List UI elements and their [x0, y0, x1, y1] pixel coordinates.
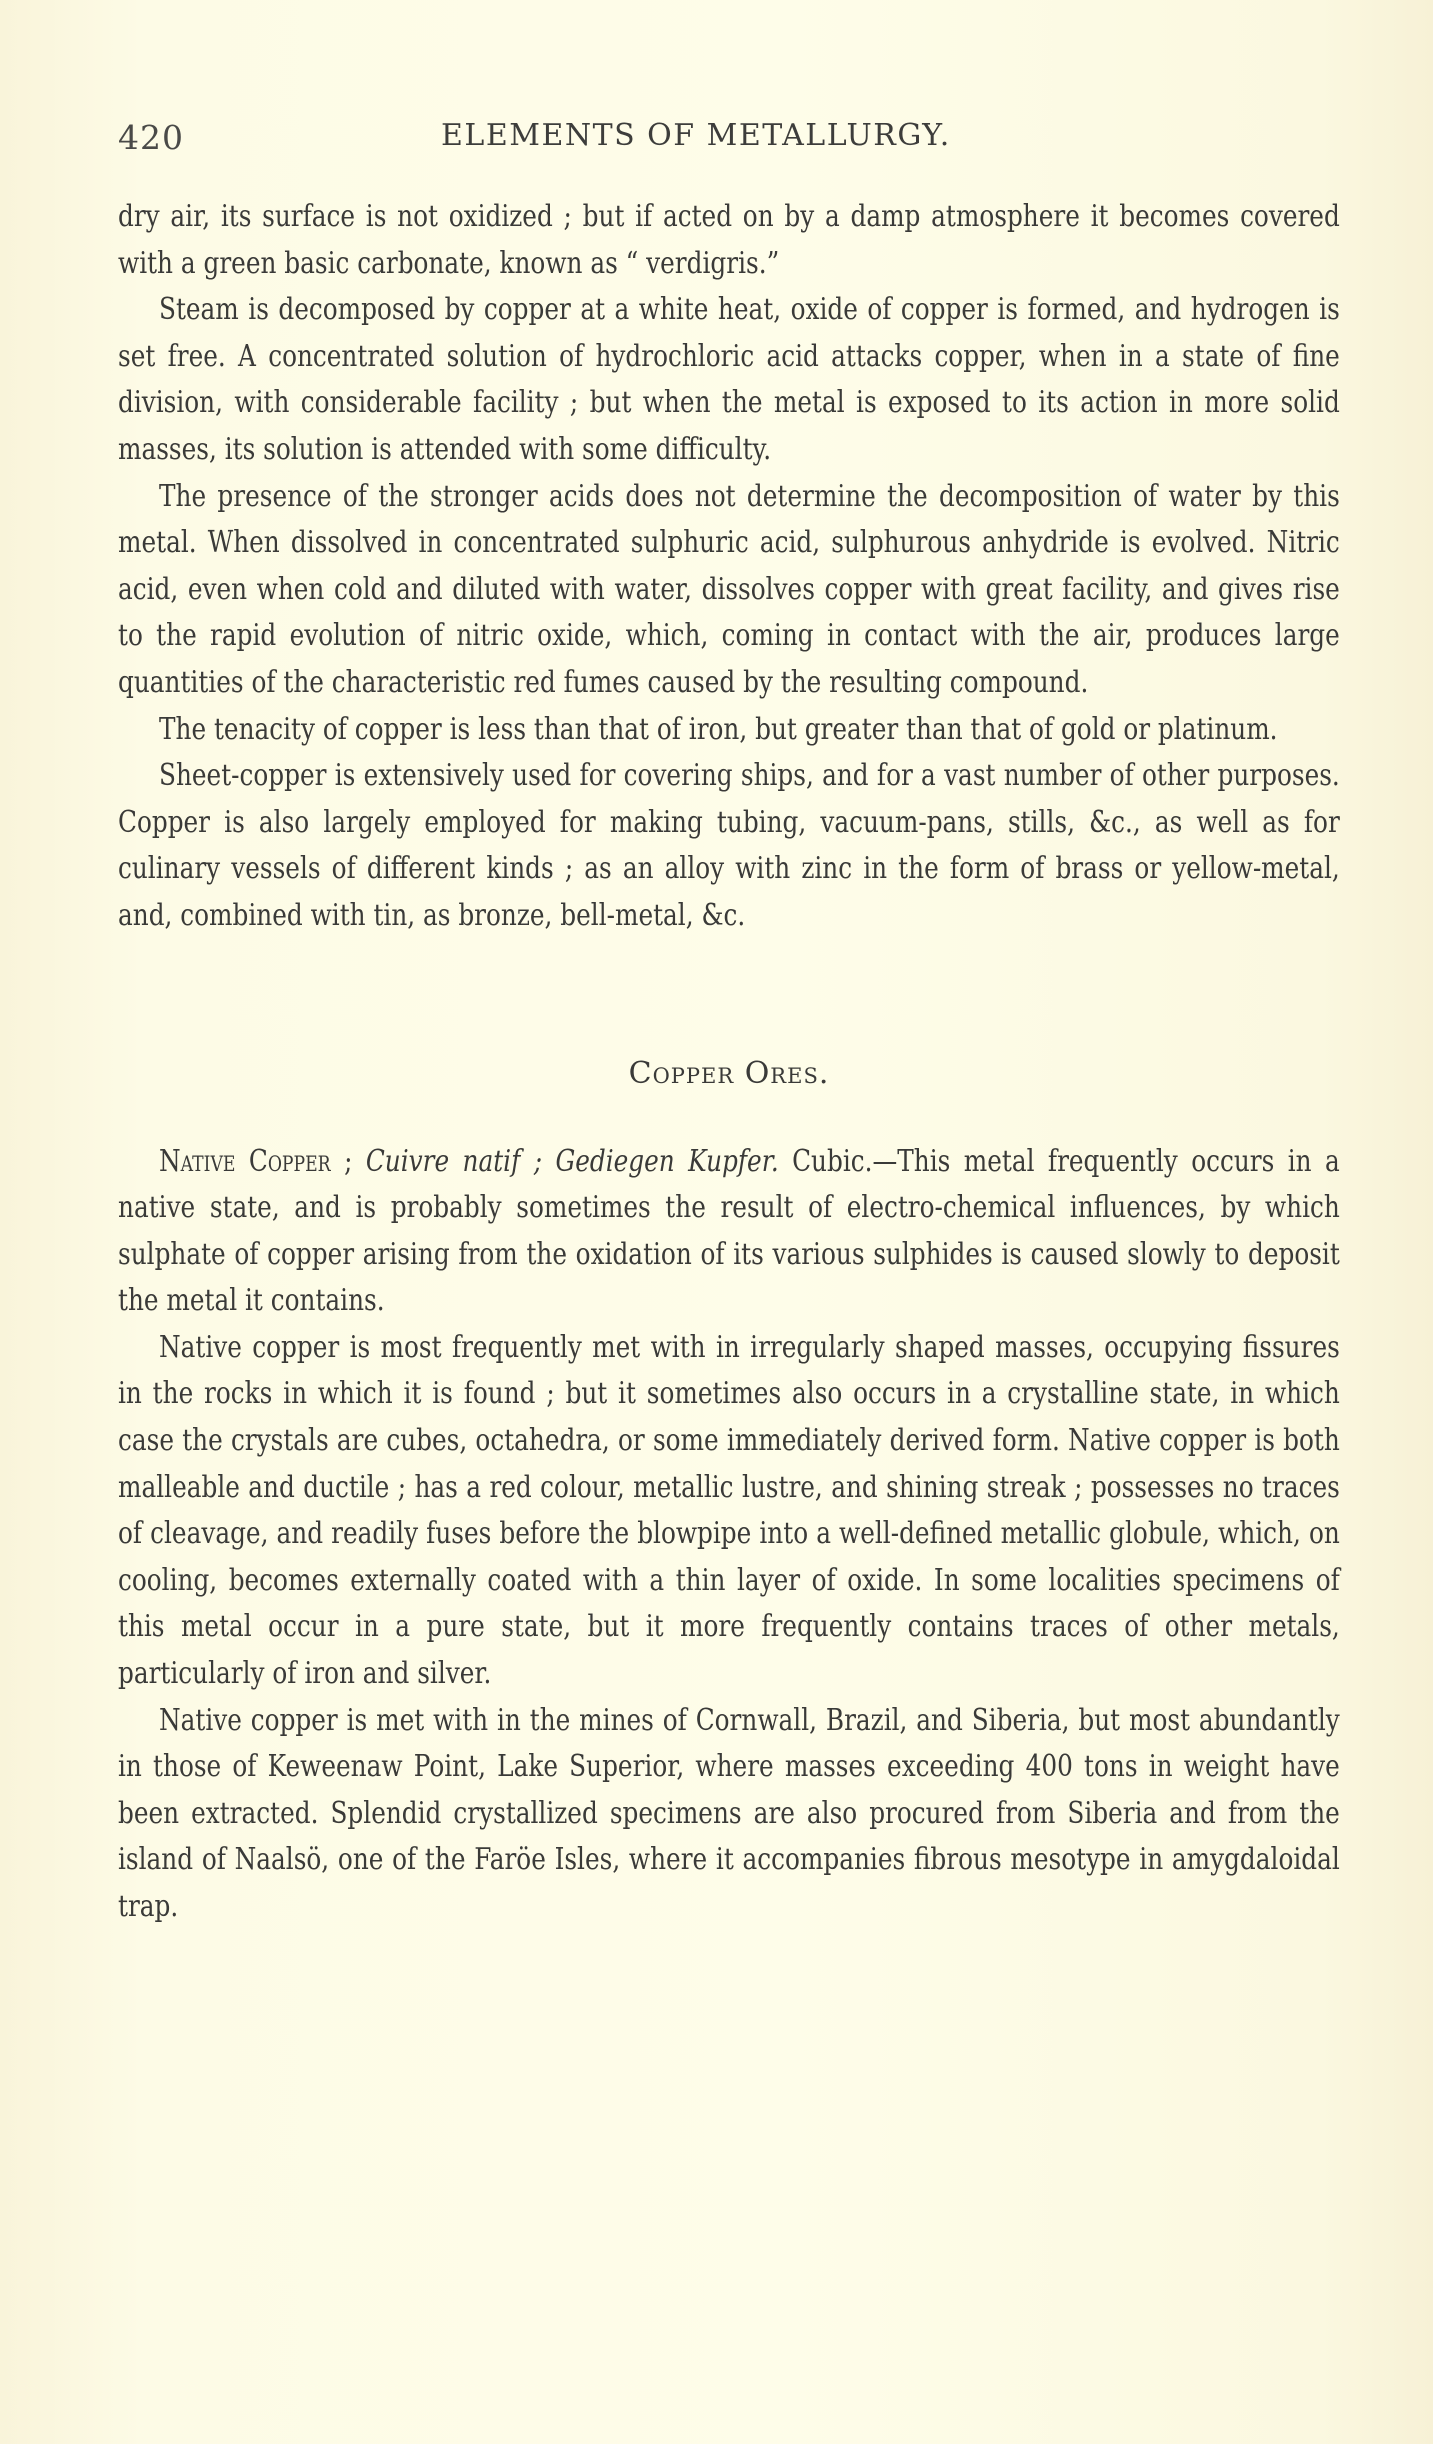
- running-head: [118, 118, 1340, 162]
- mineral-name: Native Copper: [159, 1143, 331, 1179]
- running-title: ELEMENTS OF METALLURGY.: [441, 118, 951, 153]
- paragraph-verdigris: dry air, its surface is not oxidized ; but if acted on by a damp atmosphere it becomes covered with a green basic carbonate, known as “ verdigris.”: [118, 199, 1340, 281]
- section-copper-properties: [118, 194, 1340, 940]
- paragraph-uses: Sheet-copper is extensively used for covering ships, and for a vast number of other purposes. Copper is also largely employed for making tubing, vacuum-pans, stills, &c., as well as for culinary vessels of different kinds ; as an alloy with zinc in the form of brass or yellow-metal, and, combined with tin, as bronze, bell-metal, &c.: [118, 758, 1340, 933]
- paragraph-native-copper-forms: Native copper is most frequently met with in irregularly shaped masses, occupying fissures in the rocks in which it is found ; but it sometimes also occurs in a crystalline state, in which case the crystals are cubes, octahedra, or some immediately derived form. Native copper is both malleable and ductile ; has a red colour, metallic lustre, and shining streak ; possesses no traces of cleavage, and readily fuses before the blowpipe into a well-defined metallic globule, which, on cooling, becomes externally coated with a thin layer of oxide. In some localities specimens of this metal occur in a pure state, but it more frequently contains traces of other metals, particularly of iron and silver.: [118, 1329, 1340, 1692]
- paragraph-acids: The presence of the stronger acids does not determine the decomposition of water by this metal. When dissolved in concentrated sulphuric acid, sulphurous anhydride is evolved. Nitric acid, even when cold and diluted with water, dissolves copper with great facility, and gives rise to the rapid evolution of nitric oxide, which, coming in contact with the air, produces large quantities of the characteristic red fumes caused by the resulting compound.: [118, 478, 1340, 700]
- separator: ;: [330, 1143, 366, 1179]
- section-heading-copper-ores: Copper Ores.: [628, 1055, 830, 1091]
- paragraph-steam: Steam is decomposed by copper at a white heat, oxide of copper is formed, and hydrogen is set free. A concentrated solution of hydrochloric acid attacks copper, when in a state of fine division, with considerable facility ; but when the metal is exposed to its action in more solid masses, its solution is attended with some difficulty.: [118, 292, 1340, 467]
- page-number: 420: [118, 118, 184, 157]
- foreign-names: Cuivre natif ; Gediegen Kupfer.: [365, 1143, 779, 1179]
- book-page: [118, 118, 1340, 1931]
- paragraph-native-copper-entry: [118, 1139, 1340, 1325]
- paragraph-native-copper-localities: Native copper is met with in the mines of Cornwall, Brazil, and Siberia, but most abundantly in those of Keweenaw Point, Lake Superior, where masses exceeding 400 tons in weight have been extracted. Splendid crystallized specimens are also procured from Siberia and from the island of Naalsö, one of the Faröe Isles, where it accompanies fibrous mesotype in amygdaloidal trap.: [118, 1702, 1340, 1924]
- section-copper-ores: [118, 1139, 1340, 1931]
- entry-description: Cubic.—This metal frequently occurs in a native state, and is probably sometimes the result of electro-chemical influences, by which sulphate of copper arising from the oxidation of its various sulphides is caused slowly to deposit the metal it contains.: [118, 1143, 1340, 1319]
- paragraph-tenacity: The tenacity of copper is less than that of iron, but greater than that of gold or platinum.: [159, 711, 1278, 747]
